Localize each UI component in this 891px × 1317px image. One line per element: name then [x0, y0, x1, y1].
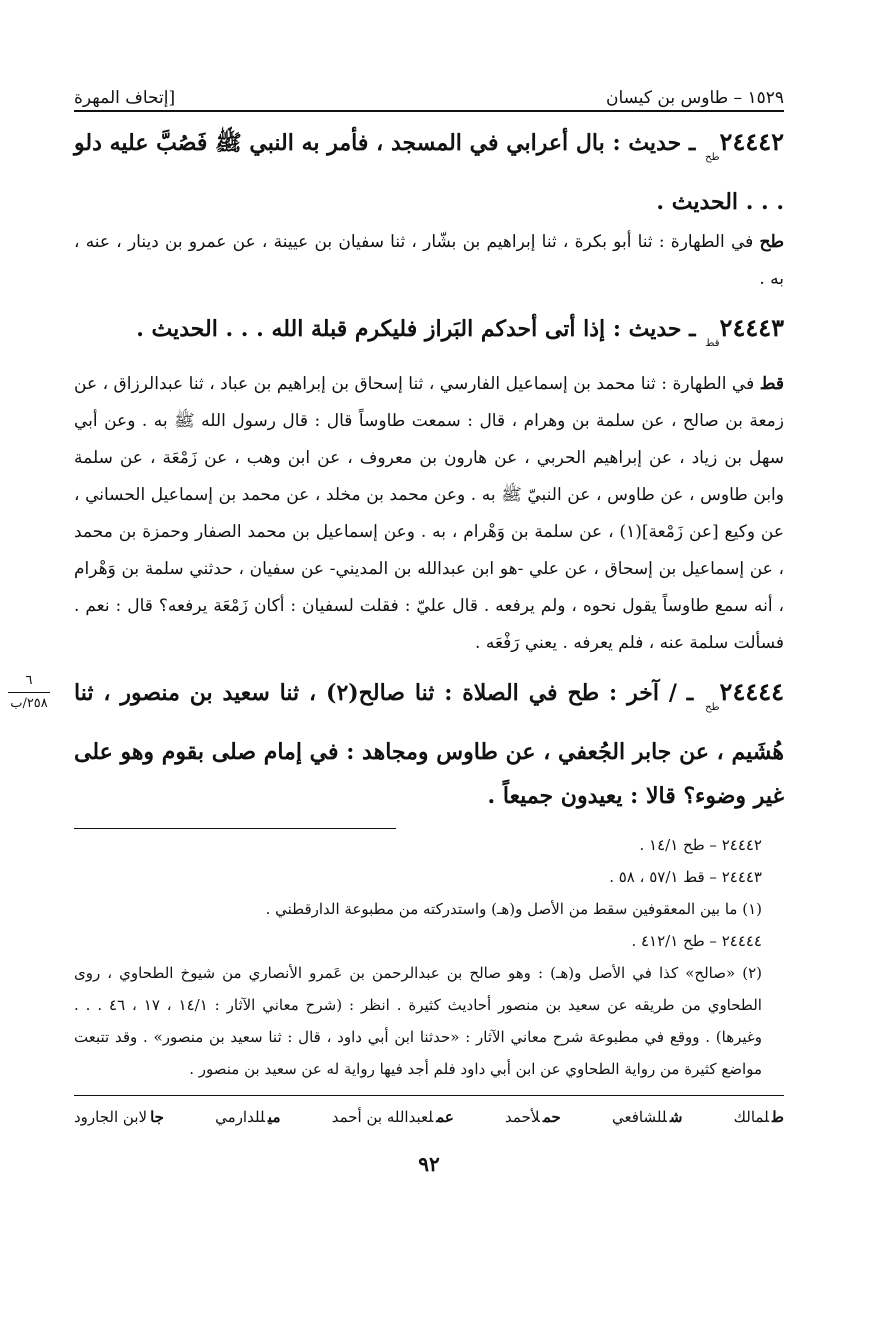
footnote: (١) ما بين المعقوفين سقط من الأصل و(هـ) واستدركته من مطبوعة الدارقطني .	[265, 900, 762, 918]
legend-text: لعبدالله بن أحمد	[331, 1108, 434, 1126]
chapter-title: ١٥٢٩ – طاوس بن كيسان	[605, 88, 784, 108]
legend-text: لمالك	[733, 1108, 770, 1126]
hadith-entry	[74, 120, 784, 298]
margin-note-top: ٦	[25, 673, 33, 688]
source-sigla: طح	[705, 152, 720, 163]
legend-item	[74, 1108, 164, 1126]
footnote: ٢٤٤٤٣ – قط ٥٧/١ ، ٥٨ .	[609, 868, 762, 886]
legend-code: مي	[267, 1108, 281, 1126]
hadith-entry	[10, 670, 784, 818]
chain-body: في الطهارة : ثنا محمد بن إسماعيل الفارسي ، ثنا إسحاق بن إبراهيم بن عباد ، ثنا عبدالرزاق ، عن زمعة بن صالح ، عن سلمة بن وهرام ، قال : سمعت طاوساً قال : قال رسول الله ﷺ به . وعن أبي سهل بن زياد ، عن إبراهيم الحربي ، عن هارون بن معروف ، عن ابن وهب ، عن زَمْعَة ، عن سلمة وابن طاوس ، عن طاوس ، عن النبيّ ﷺ به . وعن محمد بن مخلد ، عن محمد بن إسماعيل الحساني ، عن وكيع [عن زَمْعة](١) ، عن سلمة بن وَهْرام ، به . وعن إسماعيل بن محمد الصفار وحمزة بن محمد ، عن إسماعيل بن إسحاق ، عن علي -هو ابن عبدالله بن المديني- عن سفيان ، حدثني سلمة بن وَهْرام ، أنه سمع طاوساً يقول نحوه ، ولم يرفعه . قال عليّ : فقلت لسفيان : أكان زَمْعَة يرفعه؟ قال : نعم . فسألت سلمة عنه ، فلم يعرفه . يعني رَفْعَه .	[74, 374, 784, 653]
hadith-number: ٢٤٤٤٢	[719, 127, 784, 156]
sigla-legend	[74, 1096, 784, 1126]
chain-body: في الطهارة : ثنا أبو بكرة ، ثنا إبراهيم بن بشّار ، ثنا سفيان بن عيينة ، عن عمرو بن دينار ، عنه ، به .	[74, 232, 784, 289]
manuscript-folio-note	[0, 672, 58, 713]
margin-note-bottom: ٢٥٨/ب	[10, 696, 48, 711]
hadith-number: ٢٤٤٤٤	[719, 677, 784, 706]
legend-text: لأحمد	[505, 1108, 540, 1126]
margin-note-divider	[8, 692, 50, 693]
legend-item	[612, 1108, 682, 1126]
hadith-text	[74, 670, 784, 818]
footnote: (٢) «صالح» كذا في الأصل و(هـ) : وهو صالح بن عبدالرحمن بن عَمرو الأنصاري من شيوخ الطحاوي ، روى الطحاوي من طريقه عن سعيد بن منصور أحاديث كثيرة . انظر : (شرح معاني الآثار : ١٤/١ ، ١٧ ، ٤٦ . . . وغيرها) . ووقع في مطبوعة شرح معاني الآثار : «حدثنا ابن أبي داود ، قال : ثنا سعيد بن منصور» . وقد تتبعت مواضع كثيرة من رواية الطحاوي عن ابن أبي داود فلم أجد فيها رواية له عن سعيد بن منصور .	[74, 964, 762, 1078]
legend-text: لابن الجارود	[74, 1108, 148, 1126]
legend-code: ط	[772, 1108, 784, 1126]
legend-code: حم	[542, 1108, 561, 1126]
legend-code: ش	[669, 1108, 683, 1126]
book-title: [إتحاف المهرة	[74, 88, 176, 108]
source-sigla: قط	[705, 338, 720, 349]
hadith-body: ـ حديث : بال أعرابي في المسجد ، فأمر به النبي ﷺ فَصُبَّ عليه دلو . . . الحديث .	[74, 130, 784, 215]
legend-item	[332, 1108, 454, 1126]
book-page	[10, 74, 784, 1274]
legend-item	[734, 1108, 784, 1126]
legend-code: عم	[436, 1108, 454, 1126]
source-sigla: طح	[705, 702, 720, 713]
legend-item	[505, 1108, 561, 1126]
running-header	[74, 74, 784, 112]
hadith-number: ٢٤٤٤٣	[719, 313, 784, 342]
page-number: ٩٢	[418, 1152, 440, 1176]
footnote: ٢٤٤٤٤ – طح ٤١٢/١ .	[631, 932, 762, 950]
chain-sigla: قط	[759, 374, 784, 394]
chain-sigla: طح	[759, 232, 784, 252]
legend-text: للشافعي	[612, 1108, 667, 1126]
isnad-text	[74, 366, 784, 662]
legend-item	[215, 1108, 280, 1126]
hadith-body: ـ حديث : إذا أتى أحدكم البَراز فليكرم قبلة الله . . . الحديث .	[136, 316, 696, 342]
legend-code: جا	[150, 1108, 164, 1126]
hadith-body: ـ / آخر : طح في الصلاة : ثنا صالح(٢) ، ثنا سعيد بن منصور ، ثنا هُشَيم ، عن جابر الجُعفي ، عن طاوس ومجاهد : في إمام صلى بقوم وهو على غير وضوء؟ قالا : يعيدون جميعاً .	[74, 680, 784, 809]
footnotes	[74, 828, 784, 1085]
legend-text: للدارمي	[215, 1108, 265, 1126]
isnad-text	[74, 224, 784, 298]
hadith-text	[74, 120, 784, 224]
footnote: ٢٤٤٤٢ – طح ١٤/١ .	[639, 836, 762, 854]
hadith-entry	[74, 306, 784, 662]
hadith-text	[74, 306, 784, 366]
